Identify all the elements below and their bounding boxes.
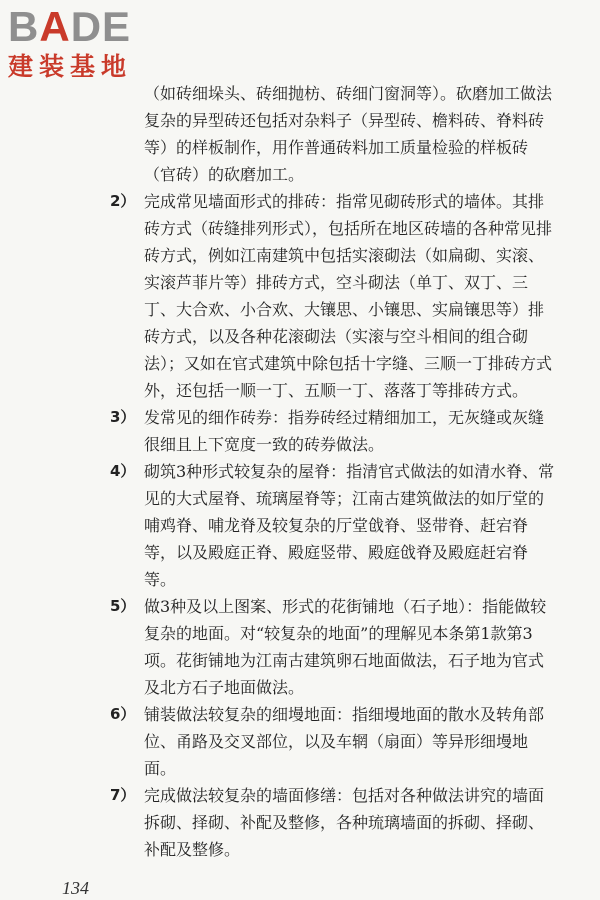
list-item-number: 6） [110,705,136,723]
page-number: 134 [62,878,89,898]
list-item-number: 2） [110,192,136,210]
page-body [110,80,558,863]
list-item-text: 砌筑3种形式较复杂的屋脊：指清官式做法的如清水脊、常见的大式屋脊、琉璃屋脊等；江南古建筑做法的如厅堂的哺鸡脊、哺龙脊及较复杂的厅堂戗脊、竖带脊、赶宕脊等，以及殿庭正脊、殿庭竖带、殿庭戗脊及殿庭赶宕脊等。 [144,462,555,589]
list-item-text: 做3种及以上图案、形式的花街铺地（石子地）：指能做较复杂的地面。对“较复杂的地面”的理解见本条第1款第3项。花街铺地为江南古建筑卵石地面做法，石子地为官式及北方石子地面做法。 [144,597,547,697]
list-item [110,458,558,593]
list-item-number: 5） [110,597,136,615]
list-item-number: 7） [110,786,136,804]
list-item-number: 3） [110,408,136,426]
list-item [110,701,558,782]
list-item [110,404,558,458]
watermark-logo [8,4,178,82]
list-item [110,782,558,863]
watermark-brand: BADE [8,3,132,50]
list-item-text: 完成常见墙面形式的排砖：指常见砌砖形式的墙体。其排砖方式（砖缝排列形式），包括所在地区砖墙的各种常见排砖方式，例如江南建筑中包括实滚砌法（如扁砌、实滚、实滚芦菲片等）排砖方式，空斗砌法（单丁、双丁、三丁、大合欢、小合欢、大镶思、小镶思、实扁镶思等）排砖方式，以及各种花滚砌法（实滚与空斗相间的组合砌法）；又如在官式建筑中除包括十字缝、三顺一丁排砖方式外，还包括一顺一丁、五顺一丁、落落丁等排砖方式。 [144,192,553,400]
list-item-text: 铺装做法较复杂的细墁地面：指细墁地面的散水及转角部位、甬路及交叉部位，以及车辋（扇面）等异形细墁地面。 [144,705,545,778]
list-item [110,188,558,404]
list-item-text: 完成做法较复杂的墙面修缮：包括对各种做法讲究的墙面拆砌、择砌、补配及整修，各种琉璃墙面的拆砌、择砌、补配及整修。 [144,786,545,859]
list-item-text: 发常见的细作砖券：指券砖经过精细加工，无灰缝或灰缝很细且上下宽度一致的砖券做法。 [144,408,545,454]
watermark-subtitle: 建装基地 [8,52,133,81]
list-item [110,593,558,701]
list-item-number: 4） [110,462,136,480]
intro-paragraph: （如砖细垛头、砖细抛枋、砖细门窗洞等）。砍磨加工做法复杂的异型砖还包括对杂料子（异型砖、檐料砖、脊料砖等）的样板制作，用作普通砖料加工质量检验的样板砖（官砖）的砍磨加工。 [144,84,553,184]
